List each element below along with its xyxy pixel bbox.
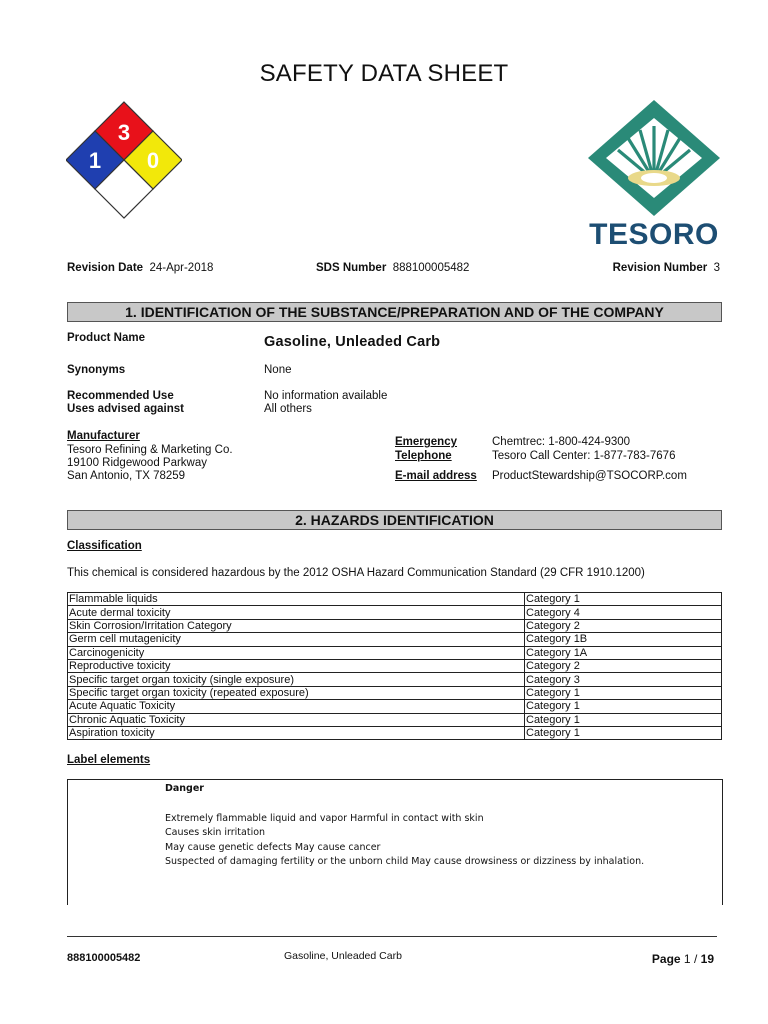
revision-date — [67, 262, 213, 274]
emergency-phone-chemtrec: Chemtrec: 1-800-424-9300 — [492, 436, 631, 448]
page-separator: / — [693, 952, 698, 966]
revision-date-label: Revision Date — [67, 262, 144, 274]
hazard-cell: Flammable liquids — [68, 593, 525, 606]
section-1-header: 1. IDENTIFICATION OF THE SUBSTANCE/PREPARATION AND OF THE COMPANY — [67, 302, 722, 322]
category-cell: Category 2 — [525, 659, 722, 672]
category-cell: Category 1 — [525, 593, 722, 606]
nfpa-diamond-icon — [66, 100, 182, 220]
hazard-cell: Specific target organ toxicity (single exposure) — [68, 673, 525, 686]
hazard-cell: Carcinogenicity — [68, 646, 525, 659]
category-cell: Category 2 — [525, 619, 722, 632]
document-title: SAFETY DATA SHEET — [259, 60, 509, 87]
classification-table — [67, 592, 722, 740]
table-row — [68, 700, 722, 713]
table-row — [68, 593, 722, 606]
category-cell: Category 1 — [525, 686, 722, 699]
recommended-use-value: No information available — [264, 390, 388, 402]
table-row — [68, 646, 722, 659]
nfpa-flammability-value: 3 — [117, 120, 131, 145]
table-row — [68, 673, 722, 686]
page-label: Page — [651, 952, 681, 966]
revision-number — [613, 262, 720, 274]
footer-page-number — [652, 952, 714, 966]
table-row — [68, 659, 722, 672]
hazard-cell: Skin Corrosion/Irritation Category — [68, 619, 525, 632]
email-link[interactable]: ProductStewardship@TSOCORP.com — [492, 470, 687, 482]
synonyms-label: Synonyms — [67, 364, 126, 376]
table-row — [68, 713, 722, 726]
telephone-label: Telephone — [395, 450, 452, 462]
hazard-cell: Aspiration toxicity — [68, 726, 525, 739]
company-logo — [586, 100, 722, 254]
product-name-label: Product Name — [67, 332, 145, 344]
label-elements-label: Label elements — [67, 754, 151, 766]
category-cell: Category 4 — [525, 606, 722, 619]
table-row — [68, 726, 722, 739]
section-2-header: 2. HAZARDS IDENTIFICATION — [67, 510, 722, 530]
hazard-statement: May cause genetic defects May cause cancer — [165, 842, 381, 853]
uses-against-label: Uses advised against — [67, 403, 184, 415]
table-row — [68, 606, 722, 619]
sds-number — [316, 262, 469, 274]
sds-number-label: SDS Number — [316, 262, 387, 274]
category-cell: Category 1B — [525, 633, 722, 646]
revision-date-value: 24-Apr-2018 — [149, 262, 214, 274]
hazard-statement: Extremely flammable liquid and vapor Harmful in contact with skin — [165, 813, 484, 824]
emergency-phone-call-center: Tesoro Call Center: 1-877-783-7676 — [492, 450, 676, 462]
logo-wordmark: TESORO — [589, 218, 719, 251]
revision-number-value: 3 — [713, 262, 720, 274]
signal-word: Danger — [165, 783, 204, 794]
category-cell: Category 3 — [525, 673, 722, 686]
hazard-cell: Acute Aquatic Toxicity — [68, 700, 525, 713]
category-cell: Category 1A — [525, 646, 722, 659]
footer-divider — [67, 936, 717, 937]
footer-product-name: Gasoline, Unleaded Carb — [284, 950, 402, 962]
email-label: E-mail address — [395, 470, 477, 482]
revision-number-label: Revision Number — [612, 262, 708, 274]
manufacturer-line: San Antonio, TX 78259 — [67, 470, 186, 482]
hazard-cell: Reproductive toxicity — [68, 659, 525, 672]
page-total: 19 — [700, 952, 714, 966]
manufacturer-line: 19100 Ridgewood Parkway — [67, 457, 208, 469]
synonyms-value: None — [264, 364, 292, 376]
page-current: 1 — [683, 952, 691, 966]
table-row — [68, 619, 722, 632]
recommended-use-label: Recommended Use — [67, 390, 174, 402]
nfpa-health-value: 1 — [88, 148, 102, 173]
classification-label: Classification — [67, 540, 142, 552]
hazard-cell: Chronic Aquatic Toxicity — [68, 713, 525, 726]
hazard-statement: Causes skin irritation — [165, 827, 266, 838]
nfpa-reactivity-value: 0 — [146, 148, 160, 173]
category-cell: Category 1 — [525, 726, 722, 739]
manufacturer-label: Manufacturer — [67, 430, 140, 442]
table-row — [68, 633, 722, 646]
hazard-statement: Suspected of damaging fertility or the unborn child May cause drowsiness or dizziness by inhalation. — [165, 856, 645, 867]
uses-against-value: All others — [264, 403, 312, 415]
label-elements-box — [67, 779, 723, 905]
category-cell: Category 1 — [525, 713, 722, 726]
emergency-label: Emergency — [395, 436, 458, 448]
table-row — [68, 686, 722, 699]
footer-sds-number: 888100005482 — [67, 952, 141, 964]
sds-number-value: 888100005482 — [392, 262, 470, 274]
hazard-cell: Germ cell mutagenicity — [68, 633, 525, 646]
tesoro-logo-icon — [586, 100, 722, 218]
product-name-value: Gasoline, Unleaded Carb — [264, 334, 441, 350]
hazard-cell: Specific target organ toxicity (repeated exposure) — [68, 686, 525, 699]
hazard-cell: Acute dermal toxicity — [68, 606, 525, 619]
category-cell: Category 1 — [525, 700, 722, 713]
manufacturer-line: Tesoro Refining & Marketing Co. — [67, 444, 233, 456]
osha-statement: This chemical is considered hazardous by the 2012 OSHA Hazard Communication Standard (29 CFR 1910.1200) — [67, 567, 645, 579]
